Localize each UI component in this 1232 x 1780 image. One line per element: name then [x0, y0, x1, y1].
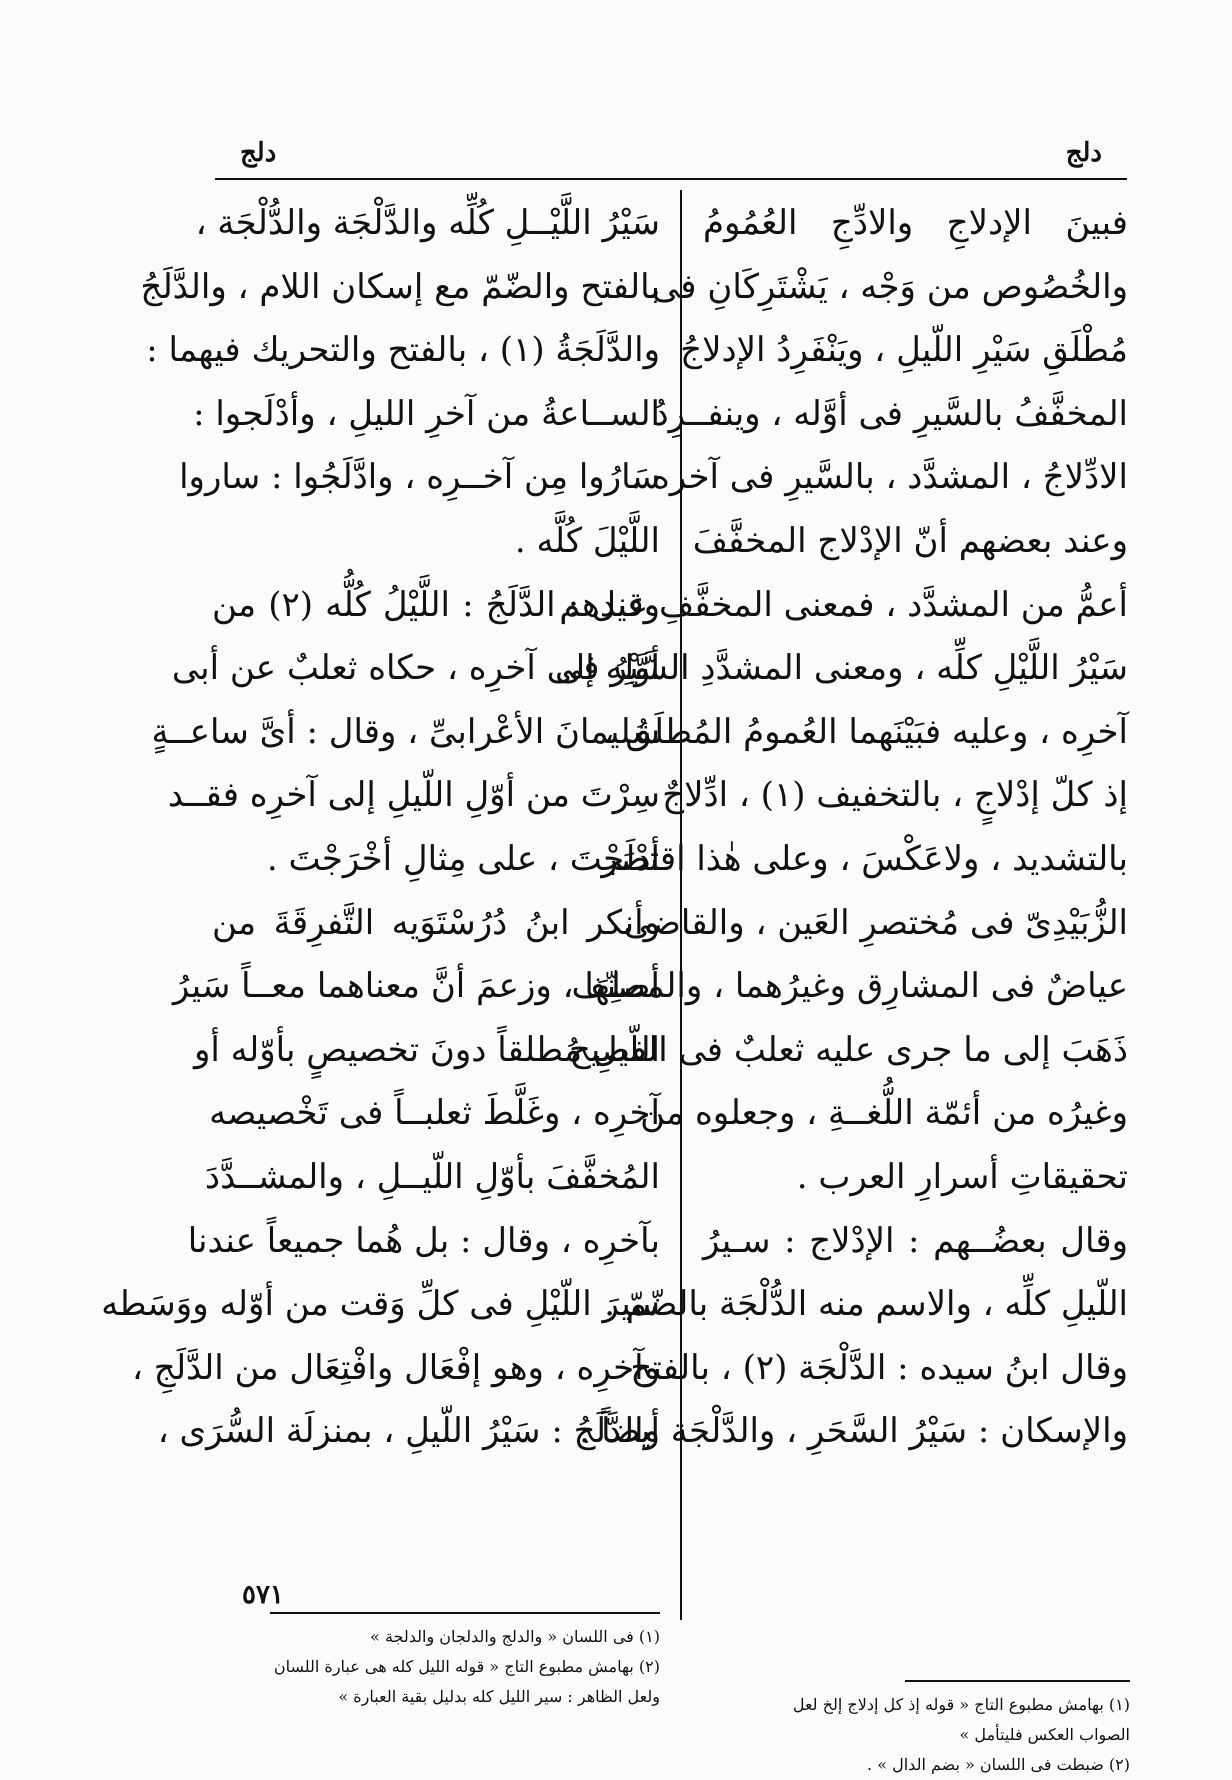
- footnotes-left: [215, 1622, 660, 1712]
- text-line: سَيْرُ اللَّيْلِ كلِّه ، ومعنى المشدَّدِ السَّيْرُ فى: [554, 648, 1128, 689]
- text-line: والدَّلَجَةُ (١) ، بالفتح والتحريك فيهما :: [146, 330, 660, 371]
- text-line: أدْلَجْتَ ، على مِثالِ أخْرَجْتَ .: [266, 838, 660, 879]
- text-line: وعند بعضهم أنّ الإدْلاج المخفَّفَ: [692, 520, 1128, 561]
- footnote: الصواب العكس فليتأمل »: [959, 1725, 1130, 1744]
- text-line: سَيْرُ اللَّيْــلِ كُلِّه والدَّلْجَة والدُّلْجَة ،: [195, 203, 660, 243]
- footnote: (١) بهامش مطبوع التاج « قوله إذ كل إدلاج إلخ لعل: [792, 1695, 1130, 1714]
- text-line: سِرْتَ من أوّلِ اللّيلِ إلى آخرِه فقــد: [167, 775, 660, 816]
- header-word-right: دلج: [1065, 138, 1102, 168]
- text-line: والخُصُوص من وَجْه ، يَشْتَرِكَانِ فى: [651, 266, 1128, 307]
- text-line: وأنكر ابنُ دُرُسْتَوَيه التَّفرِقَةَ من: [212, 902, 660, 943]
- text-line: سُليمانَ الأعْرابىِّ ، وقال : أىَّ ساعــةٍ: [151, 711, 660, 752]
- text-line: المُخفَّفَ بأوّلِ اللّيــلِ ، والمشــدَّدَ: [204, 1156, 660, 1197]
- footnote: ولعل الظاهر : سير الليل كله بدليل بقية العبارة »: [338, 1687, 660, 1706]
- text-line: الزُّبَيْدِىّ فى مُختصرِ العَين ، والقاضى: [623, 902, 1128, 943]
- right-column: [554, 192, 1128, 1464]
- text-line: وآخرِه ، وهو إفْعَال وافْتِعَال من الدَّلَجِ ،: [131, 1347, 660, 1388]
- text-line: بالتشديد ، ولاعَكْسَ ، وعلى هٰذا اقتصَر: [601, 838, 1128, 879]
- text-line: ذَهَبَ إلى ما جرى عليه ثعلبٌ فى الفصيح: [568, 1029, 1128, 1070]
- text-line: اللّيلِ كلِّه ، والاسم منه الدُّلْجَة بالضّمّ .: [604, 1284, 1128, 1325]
- text-line: أعمُّ من المشدَّد ، فمعنى المخفَّفِ عندهم: [559, 584, 1128, 625]
- footnote-rule-right: [905, 1680, 1130, 1682]
- header-rule: [215, 178, 1127, 180]
- left-column: [101, 192, 660, 1464]
- text-line: والدَّلَجُ : سَيْرُ اللّيلِ ، بمنزلَة السُّرَى ،: [157, 1411, 660, 1452]
- text-line: الادِّلاجُ ، المشدَّد ، بالسَّيرِ فى آخره .: [630, 457, 1128, 498]
- text-line: أصلِهَا ، وزعمَ أنَّ معناهما معــاً سَيرُ: [172, 966, 660, 1007]
- footnote-rule-left: [270, 1612, 660, 1614]
- text-line: إذ كلّ إدْلاجٍ ، بالتخفيف (١) ، ادِّلاجٌ: [662, 775, 1128, 816]
- text-line: المخفَّفُ بالسَّيرِ فى أوَّله ، وينفــرِدُ: [653, 393, 1128, 434]
- text-line: أوَّلِه إلى آخرِه ، حكاه ثعلبٌ عن أبى: [171, 648, 660, 689]
- text-line: وقيل : الدَّلَجُ : اللَّيْلُ كُلُّه (٢) من: [212, 584, 660, 625]
- text-line: وقال ابنُ سيده : الدَّلْجَة (٢) ، بالفتح: [630, 1347, 1128, 1388]
- text-line: الســاعةُ من آخرِ الليلِ ، وأدْلَجوا :: [193, 393, 660, 434]
- text-line: آخرِه ، وغَلَّطَ ثعلبــاً فى تَخْصيصه: [209, 1093, 660, 1134]
- footnote: (٢) ضبطت فى اللسان « بضم الدال » .: [867, 1755, 1130, 1774]
- text-line: والإسكان : سَيْرُ السَّحَرِ ، والدَّلْجَة أيضاً :: [578, 1411, 1128, 1452]
- text-line: اللَّيْلَ كُلَّه .: [514, 520, 660, 561]
- text-line: آخرِه ، وعليه فبَيْنَهما العُمومُ المُطلَق ،: [603, 711, 1128, 752]
- text-line: بالفتح والضّمّ مع إسكان اللام ، والدَّلَجُ: [140, 266, 660, 307]
- text-line: سيرَ اللّيْلِ فى كلِّ وَقت من أوّله ووَسَطه: [101, 1284, 660, 1325]
- text-line: بآخرِه ، وقال : بل هُما جميعاً عندنا: [187, 1220, 660, 1261]
- footnote: (١) فى اللسان « والدلج والدلجان والدلجة »: [370, 1627, 660, 1646]
- footnotes-right: [700, 1690, 1130, 1780]
- text-line: مُطْلَقِ سَيْرِ اللّيلِ ، ويَنْفَرِدُ الإدلاجُ: [680, 330, 1128, 371]
- footnote: (٢) بهامش مطبوع التاج « قوله الليل كله هى عبارة اللسان: [273, 1657, 660, 1676]
- text-line: تحقيقاتِ أسرارِ العرب .: [796, 1156, 1128, 1197]
- header-word-left: دلج: [240, 138, 277, 168]
- text-line: فبينَ الإدلاجِ والادِّجِ العُمُومُ: [703, 203, 1128, 243]
- text-line: عياضٌ فى المشارِق وغيرُهما ، والمصنّف: [571, 966, 1128, 1007]
- text-line: وغيرُه من أئمّة اللُّغــةِ ، وجعلوه من: [640, 1093, 1128, 1134]
- text-line: اللّيلِ مُطلقاً دونَ تخصيصٍ بأوّله أو: [193, 1029, 660, 1070]
- page-number: ٥٧١: [242, 1580, 284, 1610]
- text-line: وقال بعضُــهم : الإدْلاج : سـيرُ: [703, 1220, 1128, 1261]
- text-line: سَارُوا مِن آخــرِه ، وادَّلَجُوا : ساروا: [179, 457, 660, 498]
